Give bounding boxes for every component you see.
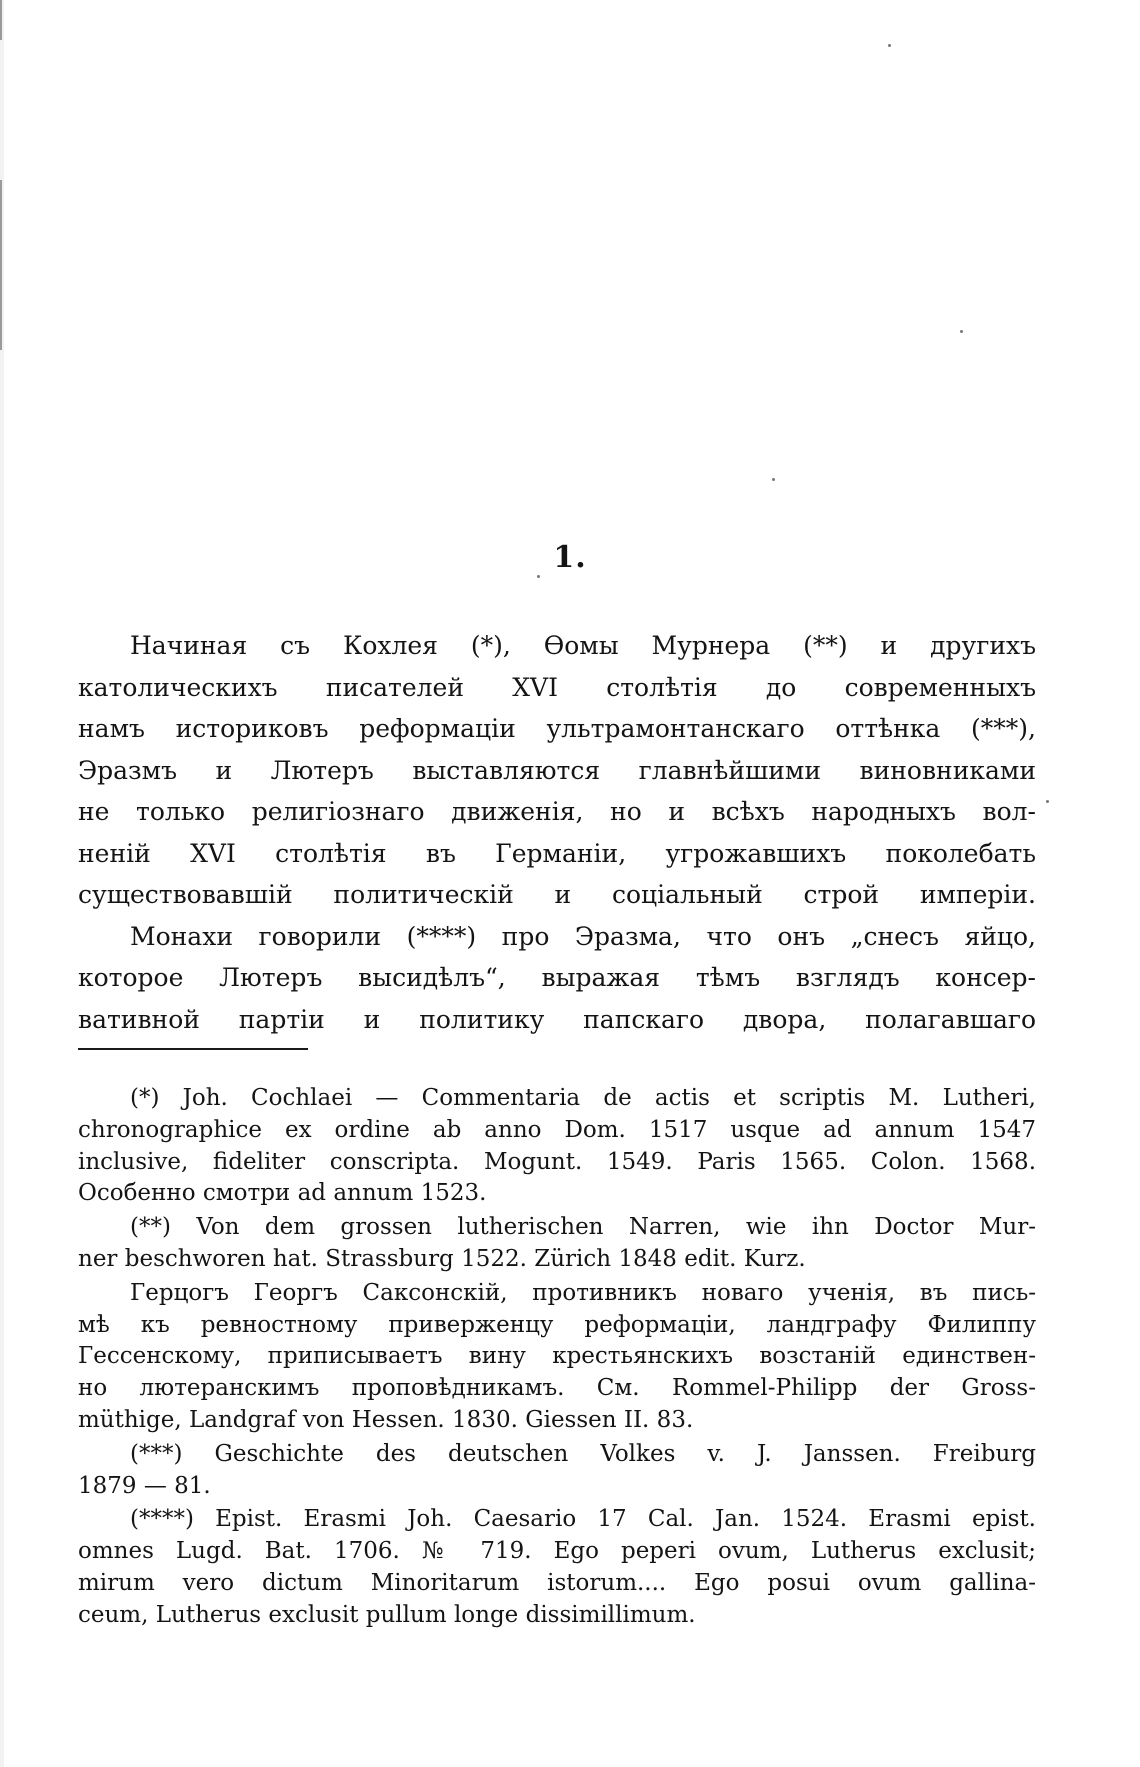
footnote-line: omnes Lugd. Bat. 1706. № 719. Ego peperi ovum, Lutherus exclusit; <box>78 1538 1036 1565</box>
footnote <box>78 1504 1036 1631</box>
text-line: католическихъ писателей XVI столѣтія до современныхъ <box>78 672 1036 702</box>
footnote-line: 1879 — 81. <box>78 1472 211 1499</box>
footnote-line: Особенно смотри ad annum 1523. <box>78 1180 487 1207</box>
footnote-line: ner beschworen hat. Strassburg 1522. Zürich 1848 edit. Kurz. <box>78 1245 806 1272</box>
text-line: существовавшій политическій и соціальный строй имперіи. <box>78 880 1036 909</box>
scan-edge-mark <box>0 180 2 350</box>
footnote-line: chronographice ex ordine ab anno Dom. 1517 usque ad annum 1547 <box>78 1116 1036 1143</box>
footnote-divider <box>78 1048 308 1050</box>
footnote <box>78 1212 1036 1276</box>
footnote <box>78 1439 1036 1503</box>
text-line: вативной партіи и политику папскаго двора, полагавшаго <box>78 1004 1036 1034</box>
scan-edge-mark <box>0 0 2 40</box>
scan-speck <box>1046 800 1049 803</box>
scan-speck <box>772 478 775 481</box>
footnote-line: müthige, Landgraf von Hessen. 1830. Giessen II. 83. <box>78 1406 694 1433</box>
text-line: не только религіознаго движенія, но и всѣхъ народныхъ вол- <box>78 797 1036 826</box>
text-line: неній XVI столѣтія въ Германіи, угрожавшихъ поколебать <box>78 838 1036 868</box>
footnotes <box>78 1083 1036 1634</box>
footnote-line: (**) Von dem grossen lutherischen Narren, wie ihn Doctor Mur- <box>130 1214 1036 1241</box>
scan-speck <box>960 330 963 333</box>
footnote-line: (*) Joh. Cochlaei — Commentaria de actis et scriptis M. Lutheri, <box>130 1085 1036 1111</box>
main-text <box>78 625 1036 1040</box>
footnote-line: inclusive, fideliter conscripta. Mogunt. 1549. Paris 1565. Colon. 1568. <box>78 1148 1036 1175</box>
footnote <box>78 1083 1036 1210</box>
footnote-line: но лютеранскимъ проповѣдникамъ. См. Rommel-Philipp der Gross- <box>78 1375 1036 1402</box>
text-line: Эразмъ и Лютеръ выставляются главнѣйшими виновниками <box>78 755 1036 785</box>
footnote-line: ceum, Lutherus exclusit pullum longe dissimillimum. <box>78 1601 696 1628</box>
footnote-line: мѣ къ ревностному приверженцу реформаціи, ландграфу Филиппу <box>78 1311 1036 1338</box>
section-number: 1. <box>553 540 587 575</box>
text-line: Монахи говорили (****) про Эразма, что онъ „снесъ яйцо, <box>130 921 1036 951</box>
footnote-line: Герцогъ Георгъ Саксонскій, противникъ новаго ученія, въ пись- <box>130 1279 1036 1306</box>
text-line: которое Лютеръ высидѣлъ“, выражая тѣмъ взглядъ консер- <box>78 963 1036 992</box>
footnote-line: (****) Epist. Erasmi Joh. Caesario 17 Cal. Jan. 1524. Erasmi epist. <box>130 1506 1036 1533</box>
footnote <box>78 1278 1036 1437</box>
paragraph <box>78 625 1036 916</box>
scan-speck <box>888 44 891 47</box>
paragraph <box>78 916 1036 1041</box>
text-line: Начиная съ Кохлея (*), Өомы Мурнера (**) и другихъ <box>130 631 1036 660</box>
footnote-line: mirum vero dictum Minoritarum istorum.... Ego posui ovum gallina- <box>78 1569 1036 1596</box>
scan-speck <box>537 575 540 578</box>
text-line: намъ историковъ реформаціи ультрамонтанскаго оттѣнка (***), <box>78 714 1036 743</box>
footnote-line: (***) Geschichte des deutschen Volkes v. J. Janssen. Freiburg <box>130 1440 1036 1467</box>
footnote-line: Гессенскому, приписываетъ вину крестьянскихъ возстаній единствен- <box>78 1343 1036 1370</box>
